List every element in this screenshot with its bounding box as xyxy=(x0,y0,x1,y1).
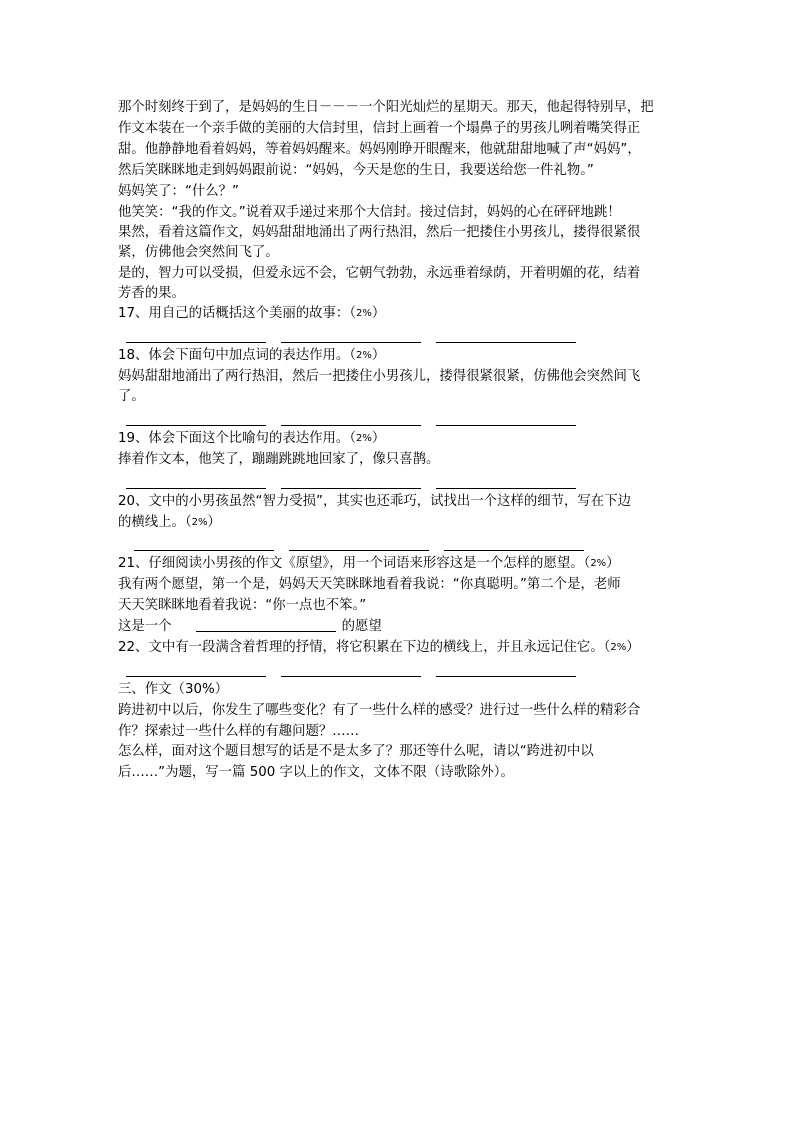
question-19 xyxy=(118,430,385,448)
fill-in-line xyxy=(118,618,382,636)
composition-line: 作？探索过一些什么样的有趣问题？…… xyxy=(118,724,360,739)
story-line: 紧，仿佛他会突然间飞了。 xyxy=(118,245,279,260)
answer-blank[interactable] xyxy=(436,425,576,426)
composition-line: 怎么样，面对这个题目想写的话是不是太多了？那还等什么呢，请以“跨进初中以 xyxy=(118,744,594,759)
score: 2% xyxy=(355,350,372,361)
quote-line: 捧着作文本，他笑了，蹦蹦跳跳地回家了，像只喜鹊。 xyxy=(118,452,440,467)
answer-blank[interactable] xyxy=(444,550,584,551)
question-18 xyxy=(118,347,385,365)
score: 2% xyxy=(355,308,372,319)
story-line: 果然，看着这篇作文，妈妈甜甜地涌出了两行热泪，然后一把搂住小男孩儿，搂得很紧很 xyxy=(118,225,641,240)
question-17 xyxy=(118,305,385,323)
question-21 xyxy=(118,555,620,573)
quote-line: 我有两个愿望，第一个是，妈妈天天笑眯眯地看着我说：“你真聪明。”第二个是，老师 xyxy=(118,577,621,592)
question-text: 17、用自己的话概括这个美丽的故事：（ xyxy=(118,306,356,321)
story-line: 是的，智力可以受损，但爱永远不会，它朝气勃勃，永远垂着绿荫，开着明媚的花，结着 xyxy=(118,266,641,281)
question-text: 的横线上。（ xyxy=(118,515,192,530)
score: 2% xyxy=(355,433,372,444)
section-heading: 三、作文（30%） xyxy=(118,682,229,697)
question-close: ） xyxy=(626,640,640,655)
composition-line: 跨进初中以后，你发生了哪些变化？有了一些什么样的感受？进行过一些什么样的精彩合 xyxy=(118,703,641,718)
score: 2% xyxy=(191,517,208,528)
question-text: 19、体会下面这个比喻句的表达作用。（ xyxy=(118,431,356,446)
story-line: 甜。他静静地看着妈妈，等着妈妈醒来。妈妈刚睁开眼醒来，他就甜甜地喊了声“妈妈”， xyxy=(118,142,641,157)
answer-blank[interactable] xyxy=(281,342,421,343)
answer-blank[interactable] xyxy=(126,488,266,489)
answer-blank[interactable] xyxy=(281,425,421,426)
fill-prefix: 这是一个 xyxy=(118,619,172,634)
answer-blank[interactable] xyxy=(126,342,266,343)
story-line: 然后笑眯眯地走到妈妈跟前说：“妈妈，今天是您的生日，我要送给您一件礼物。” xyxy=(118,163,594,178)
question-close: ） xyxy=(371,431,386,446)
answer-blank[interactable] xyxy=(436,676,576,677)
score: 2% xyxy=(590,558,607,569)
story-line: 那个时刻终于到了，是妈妈的生日－－－一个阳光灿烂的星期天。那天，他起得特别早，把 xyxy=(118,100,654,115)
answer-blank[interactable] xyxy=(126,676,266,677)
question-close: ） xyxy=(207,515,221,530)
question-text: 21、仔细阅读小男孩的作文《原望》，用一个词语来形容这是一个怎样的愿望。（ xyxy=(118,556,591,571)
answer-blank[interactable] xyxy=(134,550,274,551)
answer-blank[interactable] xyxy=(289,550,429,551)
answer-blank[interactable] xyxy=(281,676,421,677)
question-close: ） xyxy=(371,306,386,321)
quote-line: 了。 xyxy=(118,389,145,404)
question-20: 20、文中的小男孩虽然“智力受损”，其实也还乖巧，试找出一个这样的细节，写在下边 xyxy=(118,494,631,509)
score: 2% xyxy=(610,642,627,653)
fill-suffix: 的愿望 xyxy=(341,619,382,634)
story-line: 他笑笑：“我的作文。”说着双手递过来那个大信封。接过信封，妈妈的心在砰砰地跳！ xyxy=(118,205,621,220)
question-20-cont xyxy=(118,514,221,532)
answer-blank[interactable] xyxy=(281,488,421,489)
quote-line: 天天笑眯眯地看着我说：“你一点也不笨。” xyxy=(118,598,367,613)
fill-blank[interactable] xyxy=(196,619,336,632)
question-text: 18、体会下面句中加点词的表达作用。（ xyxy=(118,348,356,363)
question-text: 22、文中有一段满含着哲理的抒情，将它积累在下边的横线上，并且永远记住它。（ xyxy=(118,640,611,655)
story-line: 作文本装在一个亲手做的美丽的大信封里，信封上画着一个塌鼻子的男孩儿咧着嘴笑得正 xyxy=(118,121,641,136)
question-22 xyxy=(118,639,640,657)
question-close: ） xyxy=(606,556,620,571)
story-line: 芳香的果。 xyxy=(118,286,185,301)
answer-blank[interactable] xyxy=(126,425,266,426)
story-line: 妈妈笑了：“什么？” xyxy=(118,184,239,199)
quote-line: 妈妈甜甜地涌出了两行热泪，然后一把搂住小男孩儿，搂得很紧很紧，仿佛他会突然间飞 xyxy=(118,369,641,384)
composition-line: 后……”为题，写一篇 500 字以上的作文，文体不限（诗歌除外）。 xyxy=(118,765,514,780)
answer-blank[interactable] xyxy=(436,342,576,343)
answer-blank[interactable] xyxy=(436,488,576,489)
question-close: ） xyxy=(371,348,386,363)
